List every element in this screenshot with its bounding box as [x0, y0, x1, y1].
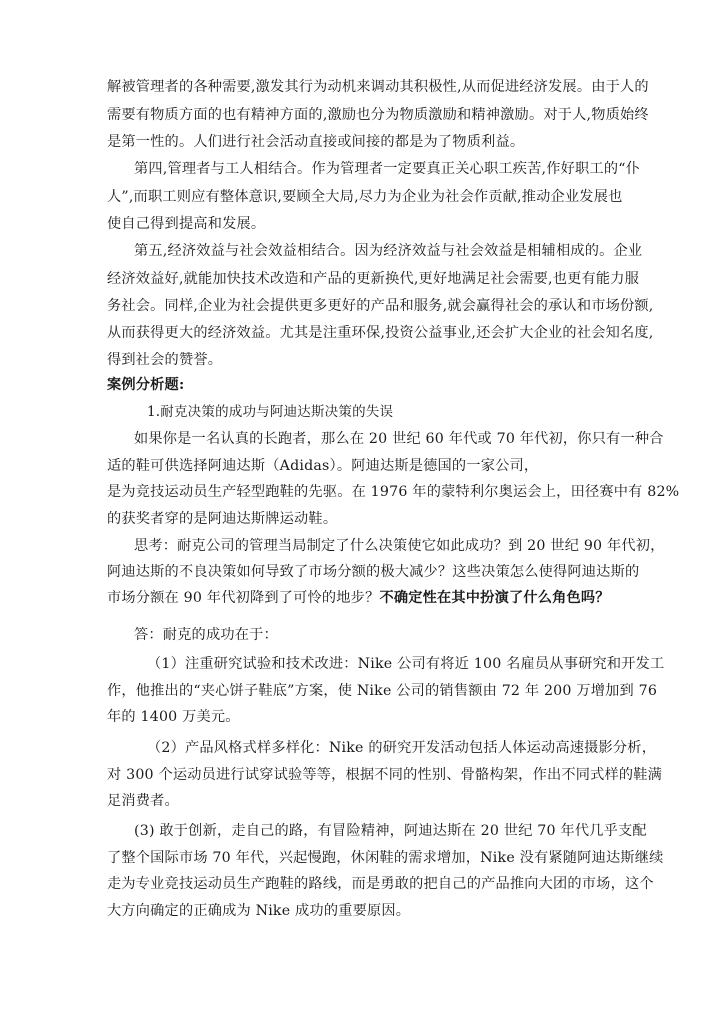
case-text-line4: 的获奖者穿的是阿迪达斯牌运动鞋。: [107, 511, 338, 527]
para3-line4: 从而获得更大的经济效益。尤其是注重环保,投资公益事业,还会扩大企业的社会知名度,: [107, 325, 654, 341]
point3-line1: (3) 敢于创新，走自己的路，有冒险精神，阿迪达斯在 20 世纪 70 年代几乎支配: [134, 823, 647, 839]
question-line3: [107, 587, 610, 609]
point3-line3: 走为专业竞技运动员生产跑鞋的路线，而是勇敢的把自己的产品推向大团的市场，这个: [107, 876, 654, 892]
para1-line3: 是第一性的。人们进行社会活动直接或间接的都是为了物质利益。: [107, 134, 525, 150]
para3-line1: 第五,经济效益与社会效益相结合。因为经济效益与社会效益是相辅相成的。企业: [134, 243, 643, 259]
point1-line1: （1）注重研究试验和技术改进：Nike 公司有将近 100 名雇员从事研究和开发工: [147, 656, 665, 672]
answer-intro: 答：耐克的成功在于：: [134, 627, 278, 643]
point2-line3: 足消费者。: [107, 793, 179, 809]
point3-line4: 大方向确定的正确成为 Nike 成功的重要原因。: [107, 903, 411, 919]
para2-line1: 第四,管理者与工人相结合。作为管理者一定要真正关心职工疾苦,作好职工的“仆: [134, 161, 641, 177]
para3-line5: 得到社会的赞誉。: [107, 352, 223, 368]
point3-line2: 了整个国际市场 70 年代，兴起慢跑，休闲鞋的需求增加，Nike 没有紧随阿迪达斯继续: [107, 850, 664, 866]
case-text-line1: 如果你是一名认真的长跑者，那么在 20 世纪 60 年代或 70 年代初，你只有一种合: [134, 431, 664, 447]
para2-line2: 人”,而职工则应有整体意识,要顾全大局,尽力为企业为社会作贡献,推动企业发展也: [107, 189, 623, 205]
para3-line3: 务社会。同样,企业为社会提供更多更好的产品和服务,就会赢得社会的承认和市场份额,: [107, 298, 654, 314]
question-line3-plain: 市场分额在 90 年代初降到了可怜的地步？: [107, 590, 380, 606]
section-heading: 案例分析题:: [107, 377, 185, 393]
point1-line3: 年的 1400 万美元。: [107, 709, 240, 725]
point2-line1: （2）产品风格式样多样化：Nike 的研究开发活动包括人体运动高速摄影分析，: [147, 740, 657, 756]
para3-line2: 经济效益好,就能加快技术改造和产品的更新换代,更好地满足社会需要,也更有能力服: [107, 271, 640, 287]
case-text-line2: 适的鞋可供选择阿迪达斯（Adidas）。阿迪达斯是德国的一家公司，: [107, 458, 539, 474]
question-line2: 阿迪达斯的不良决策如何导致了市场分额的极大减少？这些决策怎么使得阿迪达斯的: [107, 564, 640, 580]
point1-line2: 作，他推出的“夹心饼子鞋底”方案，使 Nike 公司的销售额由 72 年 200 万增加到 76: [107, 683, 658, 699]
case-title: 1.耐克决策的成功与阿迪达斯决策的失误: [147, 404, 394, 420]
question-line3-bold: 不确定性在其中扮演了什么角色吗？: [379, 590, 610, 606]
para1-line1: 解被管理者的各种需要,激发其行为动机来调动其积极性,从而促进经济发展。由于人的: [107, 79, 649, 95]
point2-line2: 对 300 个运动员进行试穿试验等等，根据不同的性别、骨骼构架，作出不同式样的鞋满: [107, 767, 663, 783]
para1-line2: 需要有物质方面的也有精神方面的,激励也分为物质激励和精神激励。对于人,物质始终: [107, 107, 649, 123]
case-text-line3: 是为竞技运动员生产轻型跑鞋的先驱。在 1976 年的蒙特利尔奥运会上，田径赛中有 82%: [107, 484, 680, 500]
question-line1: 思考：耐克公司的管理当局制定了什么决策使它如此成功？到 20 世纪 90 年代初，: [134, 538, 665, 554]
para2-line3: 使自己得到提高和发展。: [107, 216, 266, 232]
